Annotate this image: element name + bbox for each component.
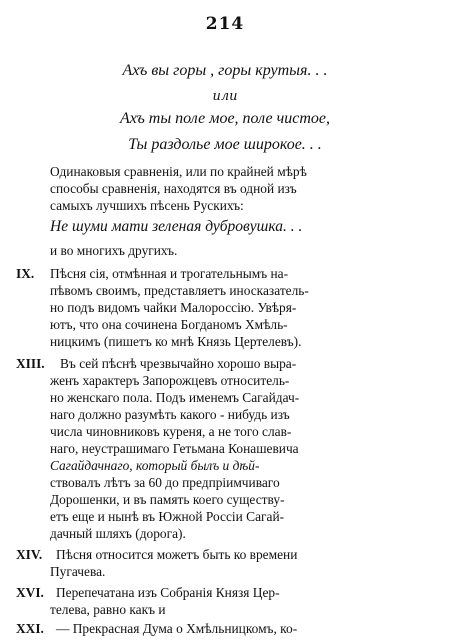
note-line: Сагайдачнаго, который былъ и дѣй- [50,458,260,473]
note-line: ствовалъ лѣтъ за 60 до предпріимчиваго [50,475,280,490]
verse-separator: или [212,89,238,104]
quoted-verse-line: Не шуми мати зеленая дубровушка. . . [50,218,303,235]
note-label-ix: IX. [16,266,35,281]
note-line: Пѣсня относится можетъ быть ко времени [56,547,298,562]
verse-line: Ахъ ты поле мое, поле чистое, [119,110,331,127]
note-line: телева, равно какъ и [50,602,166,617]
note-line: пѣвомъ своимъ, представляетъ иносказатель- [50,283,309,298]
note-line: етъ еще и нынѣ въ Южной Россіи Сагай- [50,509,285,524]
note-line: но подъ видомъ чайки Малороссію. Увѣря- [50,300,297,315]
note-line: дачный шляхъ (дорога). [50,526,186,541]
note-label-xvi: XVI. [16,585,44,600]
note-line: но женскаго пола. Подъ именемъ Сагайдач- [50,390,300,405]
note-line: — Прекрасная Дума о Хмѣльницкомъ, ко- [56,621,298,636]
note-line: наго, неустрашимаго Гетьмана Конашевича [50,441,299,456]
note-line: Перепечатана изъ Собранія Князя Цер- [56,585,280,600]
note-line: наго должно разумѣть какого - нибудь изъ [50,407,290,422]
note-label-xiii: XIII. [16,356,45,371]
note-line: Дорошенки, и въ память коего существу- [50,492,285,507]
note-line: женъ характеръ Запорожцевъ относитель- [50,373,290,388]
note-line: Пѣсня сія, отмѣнная и трогательнымъ на- [50,266,289,281]
note-line: числа чиновниковъ куреня, а не того слав- [50,424,292,439]
note-line: ютъ, что она сочинена Богданомъ Хмѣль- [50,317,288,332]
note-line: ницкимъ (пишетъ ко мнѣ Князь Цертелевъ). [50,334,302,349]
page-number: 214 [205,14,245,34]
note-label-xxi: XXI. [16,621,44,636]
note-line: Въ сей пѣснѣ чрезвычайно хорошо выра- [60,356,297,371]
paragraph-line: Одинаковыя сравненія, или по крайней мѣрѣ [50,164,307,179]
verse-line: Ахъ вы горы , горы крутыя. . . [122,62,328,79]
paragraph-line: самыхъ лучшихъ пѣсень Рускихъ: [50,198,244,213]
note-line: Пугачева. [50,564,106,579]
note-label-xiv: XIV. [16,547,43,562]
paragraph-line: способы сравненія, находятся въ одной изъ [50,181,297,196]
paragraph-line: и во многихъ другихъ. [50,243,178,258]
verse-line: Ты раздолье мое широкое. . . [128,136,322,153]
